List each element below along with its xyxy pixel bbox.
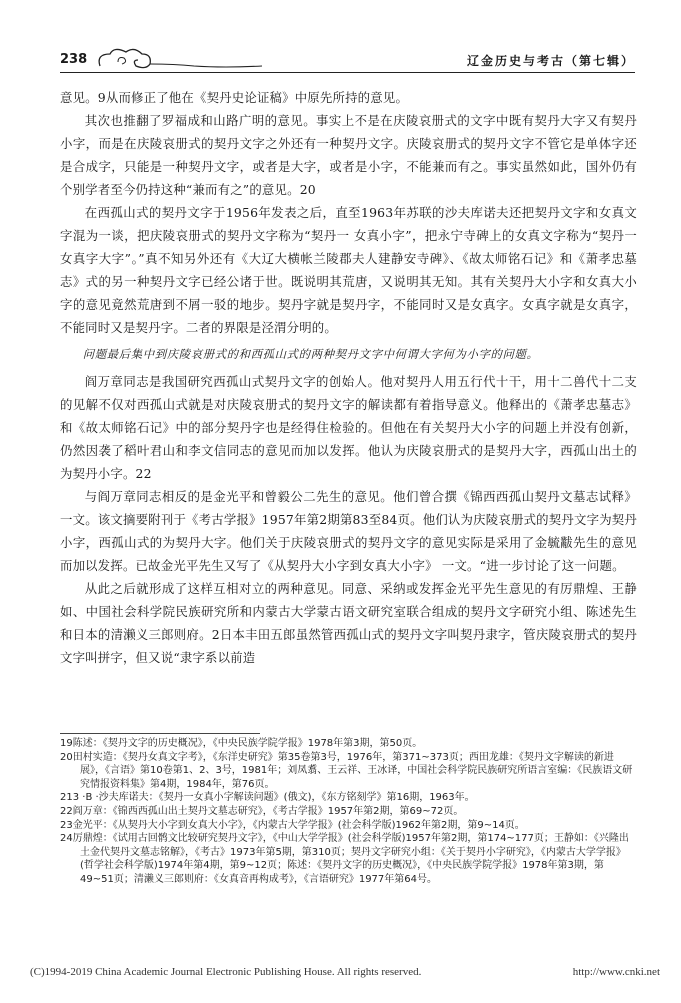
copyright-text: (C)1994-2019 China Academic Journal Electronic Publishing House. All rights reserved. [30,966,422,978]
cnki-link[interactable]: http://www.cnki.net [572,966,660,978]
page-number: 238 [60,52,88,67]
running-title: 辽金历史与考古（第七辑） [466,54,635,68]
cloud-ornament-icon [94,44,264,74]
section-question: 问题最后集中到庆陵哀册式的和西孤山式的两种契丹文字中何谓大字何为小字的问题。 [82,347,539,361]
footnote: 20田村实造：《契丹女真文字考》，《东洋史研究》第35卷第3号，1976年，第371~373页；西田龙雄：《契丹文字解读的新进展》，《言语》第10卷第1、2、3号，1981年；刘凤翥、王云祥、王冰译，中国社会科学院民族研究所语言室编：《民族语文研究情报资料集》第4期，1984年，第76页。 [60,751,633,790]
body-paragraph: 从此之后就形成了这样互相对立的两种意见。同意、采纳或发挥金光平先生意见的有厉鼎煌、王静如、中国社会科学院民族研究所和内蒙古大学蒙古语文研究室联合组成的契丹文字研究小组、陈述先生和日本的清濑义三郎则府。2日本丰田五郎虽然管西孤山式的契丹文字叫契丹隶字，管庆陵哀册式的契丹文字叫拼字，但又说“隶字系以前造 [60,581,637,665]
body-paragraph: 阎万章同志是我国研究西孤山式契丹文字的创始人。他对契丹人用五行代十干，用十二兽代十二支的见解不仅对西孤山式就是对庆陵哀册式的契丹文字的解读都有着指导意义。他释出的《萧孝忠墓志》和《故太师铭石记》中的部分契丹字也是经得住检验的。但他在有关契丹大小字的问题上并没有创新，仍然因袭了稻叶君山和李文信同志的意见而加以发挥。他认为庆陵哀册式的是契丹大字，西孤山出土的为契丹小字。22 [60,374,637,481]
header-rule [60,72,635,73]
footnote: 23金光平：《从契丹大小字到女真大小字》，《内蒙古大学学报》(社会科学版)1962年第2期，第9~14页。 [60,819,525,831]
footnote: 22阎万章：《锦西西孤山出土契丹文墓志研究》，《考古学报》1957年第2期，第69~72页。 [60,805,464,817]
body-paragraph: 其次也推翻了罗福成和山路广明的意见。事实上不是在庆陵哀册式的文字中既有契丹大字又有契丹小字，而是在庆陵哀册式的契丹文字之外还有一种契丹文字。庆陵哀册式的契丹文字不管它是单体字还是合成字，只能是一种契丹文字，或者是大字，或者是小字，不能兼而有之。事实虽然如此，国外仍有个别学者至今仍持这种“兼而有之”的意见。20 [60,113,637,197]
page-header [60,48,635,74]
article-body [60,86,637,669]
copyright-line [30,966,660,978]
body-paragraph: 在西孤山式的契丹文字于1956年发表之后，直至1963年苏联的沙夫库诺夫还把契丹文字和女真文字混为一谈，把庆陵哀册式的契丹文字称为“契丹一 女真小字”，把永宁寺碑上的女真文字称为“契丹一女真字大字”。”真不知另外还有《大辽大横帐兰陵郡夫人建静安寺碑》、《故太师铭石记》和《萧孝忠墓志》式的另一种契丹文字已经公诸于世。既说明其荒唐，又说明其无知。其有关契丹大小字和女真大小字的意见竟然荒唐到不屑一驳的地步。契丹字就是契丹字，不能同时又是女真字。女真字就是女真字，不能同时又是契丹字。二者的界限是泾渭分明的。 [60,205,637,335]
footnotes [60,737,637,887]
footnote: 19陈述：《契丹文字的历史概况》，《中央民族学院学报》1978年第3期，第50页。 [60,738,423,749]
body-paragraph: 与阎万章同志相反的是金光平和曾毅公二先生的意见。他们曾合撰《锦西西孤山契丹文墓志试释》 一文。该文摘要附刊于《考古学报》1957年第2期第83至84页。他们认为庆陵哀册式的契丹文字为契丹小字，西孤山式的为契丹大字。他们关于庆陵哀册式的契丹文字的意见实际是采用了金毓黻先生的意见而加以发挥。已故金光平先生又写了《从契丹大小字到女真大小字》 一文。“进一步讨论了这一问题。 [60,489,637,573]
body-paragraph: 意见。9从而修正了他在《契丹史论证稿》中原先所持的意见。 [60,90,409,105]
footnote: 213 ·B ·沙夫库诺夫：《契丹一女真小字解读问题》(俄文)，《东方铭刻学》第16期，1963年。 [60,792,475,804]
footnote-divider [60,733,260,734]
footnote: 24厉鼎煌：《试用古回鹘文比较研究契丹文字》，《中山大学学报》(社会科学版)1957年第2期，第174~177页；王静如：《兴隆出土金代契丹文墓志铭解》，《考古》1973年第5期，第310页；契丹文字研究小组：《关于契丹小字研究》，《内蒙古大学学报》(哲学社会科学版)1974年第4期，第9~12页；陈述：《契丹文字的历史概况》，《中央民族学院学报》1978年第3期，第49~51页；清濑义三郎则府：《女真音再构成考》，《言语研究》1977年第64号。 [60,833,629,885]
